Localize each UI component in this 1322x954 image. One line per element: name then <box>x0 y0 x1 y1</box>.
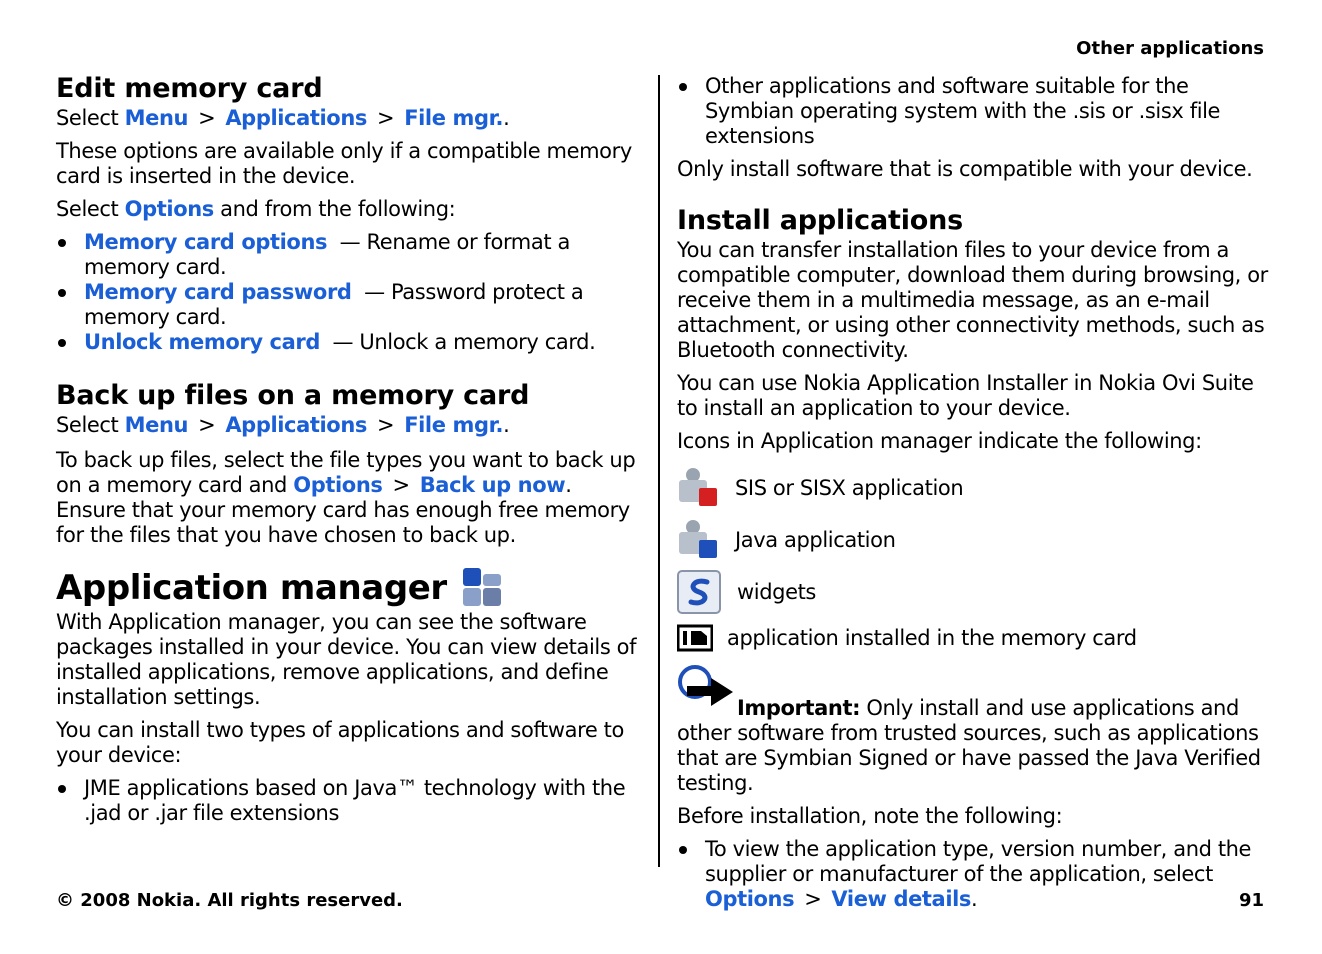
memory-card-password-link[interactable]: Memory card password <box>84 280 352 304</box>
widget-icon <box>677 570 721 614</box>
view-details-link[interactable]: View details <box>831 887 972 911</box>
icon-legend <box>677 462 1272 658</box>
menu-link[interactable]: Menu <box>124 106 189 130</box>
list-item: Other applications and software suitable for the Symbian operating system with the .sis or .sisx file extensions <box>677 74 1272 149</box>
sis-app-icon <box>677 466 719 510</box>
appmgr-types: You can install two types of applications and software to your device: <box>56 718 624 767</box>
list-item: JME applications based on Java™ technology with the .jad or .jar file extensions <box>56 776 646 826</box>
memory-card-options-link[interactable]: Memory card options <box>84 230 328 254</box>
menu-link[interactable]: Menu <box>124 413 189 437</box>
left-column <box>56 72 646 834</box>
edit-menu-path: Select Menu > Applications > File mgr.. <box>56 106 510 130</box>
backup-menu-path: Select Menu > Applications > File mgr.. <box>56 413 510 437</box>
install-ovi-suite: You can use Nokia Application Installer in Nokia Ovi Suite to install an application to your device. <box>677 371 1254 420</box>
application-manager-icon <box>461 566 503 610</box>
file-mgr-link[interactable]: File mgr. <box>404 413 504 437</box>
options-link[interactable]: Options <box>705 887 795 911</box>
applications-link[interactable]: Applications <box>225 413 367 437</box>
edit-options-list <box>56 230 646 355</box>
icons-intro: Icons in Application manager indicate the following: <box>677 429 1202 453</box>
application-manager-title: Application manager <box>56 566 646 610</box>
right-column <box>677 74 1272 920</box>
copyright: © 2008 Nokia. All rights reserved. <box>56 890 403 911</box>
appmgr-types-list <box>56 776 646 826</box>
list-item: Memory card password — Password protect a memory card. <box>56 280 646 330</box>
important-note: Important: Only install and use applications and other software from trusted sources, such as applications that are Symbian Signed or have passed the Java Verified testing. <box>677 668 1272 796</box>
icon-legend-item: Java application <box>677 514 1272 566</box>
java-app-icon <box>677 518 719 562</box>
important-icon <box>677 664 737 708</box>
icon-legend-item: SIS or SISX application <box>677 462 1272 514</box>
icon-legend-item: widgets <box>677 566 1272 618</box>
running-header: Other applications <box>1076 38 1264 59</box>
applications-link[interactable]: Applications <box>225 106 367 130</box>
list-item: Unlock memory card — Unlock a memory card. <box>56 330 646 355</box>
backup-heading: Back up files on a memory card <box>56 380 530 411</box>
edit-memory-card-heading: Edit memory card <box>56 73 323 104</box>
back-up-now-link[interactable]: Back up now <box>419 473 566 497</box>
options-link[interactable]: Options <box>293 473 383 497</box>
icon-legend-item: application installed in the memory card <box>677 618 1272 658</box>
memory-card-icon <box>677 624 713 652</box>
backup-instructions: To back up files, select the file types you want to back up on a memory card and Options > Back up now. Ensure that your memory card has enough free memory for the files that you have chosen to back up. <box>56 448 636 547</box>
before-installation: Before installation, note the following: <box>677 804 1063 828</box>
before-installation-list <box>677 837 1272 912</box>
appmgr-intro: With Application manager, you can see the software packages installed in your device. You can view details of installed applications, remove applications, and define installation settings. <box>56 610 637 709</box>
file-mgr-link[interactable]: File mgr. <box>404 106 504 130</box>
install-applications-heading: Install applications <box>677 205 963 236</box>
column-divider <box>658 75 660 867</box>
software-types-list <box>677 74 1272 149</box>
compatibility-note: Only install software that is compatible with your device. <box>677 157 1253 181</box>
options-link[interactable]: Options <box>124 197 214 221</box>
edit-select-options: Select Options and from the following: <box>56 197 456 221</box>
unlock-memory-card-link[interactable]: Unlock memory card <box>84 330 320 354</box>
install-intro: You can transfer installation files to your device from a compatible computer, download them during browsing, or receive them in a multimedia message, as an e-mail attachment, or using other connectivity methods, such as Bluetooth connectivity. <box>677 238 1268 362</box>
list-item: Memory card options — Rename or format a memory card. <box>56 230 646 280</box>
list-item: To view the application type, version number, and the supplier or manufacturer of the application, select Options > View details. <box>677 837 1272 912</box>
page-number: 91 <box>1238 890 1264 911</box>
edit-intro: These options are available only if a compatible memory card is inserted in the device. <box>56 139 632 188</box>
